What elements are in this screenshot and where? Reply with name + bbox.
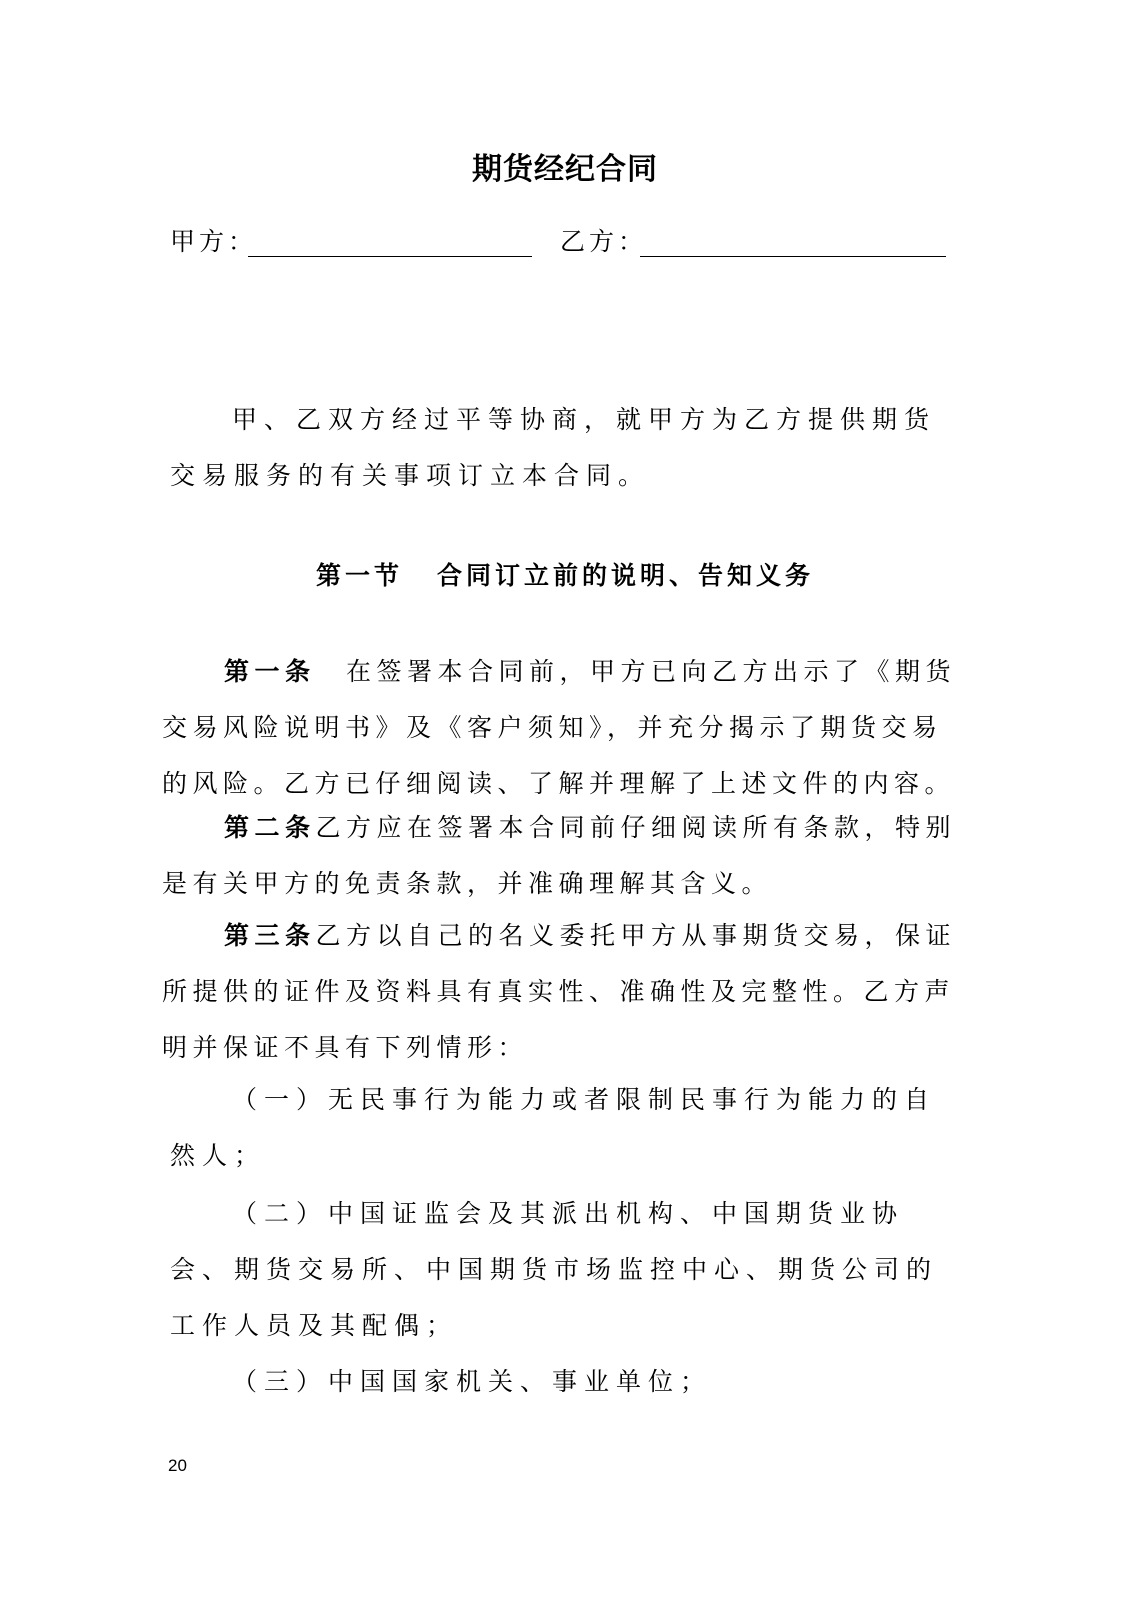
party-a-blank-line xyxy=(248,256,532,257)
intro-paragraph: 甲、乙双方经过平等协商，就甲方为乙方提供期货交易服务的有关事项订立本合同。 xyxy=(170,405,937,490)
document-title: 期货经纪合同 xyxy=(472,152,658,187)
article-3-item-1: （一）无民事行为能力或者限制民事行为能力的自然人； xyxy=(170,1085,937,1170)
page-number: 20 xyxy=(168,1456,187,1475)
section-heading xyxy=(0,556,1130,592)
article-3-label: 第三条 xyxy=(224,921,316,950)
article-3-item-3: （三）中国国家机关、事业单位； xyxy=(232,1367,713,1396)
article-2-text: 乙方应在签署本合同前仔细阅读所有条款，特别是有关甲方的免责条款，并准确理解其含义。 xyxy=(162,813,957,898)
party-signature-lines xyxy=(170,222,960,262)
party-a-label: 甲方： xyxy=(170,227,258,256)
article-3-text: 乙方以自己的名义委托甲方从事期货交易，保证所提供的证件及资料具有真实性、准确性及完整性。乙方声明并保证不具有下列情形： xyxy=(162,921,957,1062)
article-3 xyxy=(162,908,962,1076)
article-1 xyxy=(162,644,962,812)
article-2 xyxy=(162,800,962,912)
article-1-label: 第一条 xyxy=(224,657,316,686)
article-1-text: 在签署本合同前，甲方已向乙方出示了《期货交易风险说明书》及《客户须知》，并充分揭示了期货交易的风险。乙方已仔细阅读、了解并理解了上述文件的内容。 xyxy=(162,657,957,798)
article-3-item-2: （二）中国证监会及其派出机构、中国期货业协会、期货交易所、中国期货市场监控中心、期货公司的工作人员及其配偶； xyxy=(170,1199,939,1340)
section-name: 合同订立前的说明、告知义务 xyxy=(437,561,815,590)
party-b-blank-line xyxy=(640,256,946,257)
article-2-label: 第二条 xyxy=(224,813,316,842)
party-b-label: 乙方： xyxy=(560,227,648,256)
section-number: 第一节 xyxy=(315,561,403,590)
